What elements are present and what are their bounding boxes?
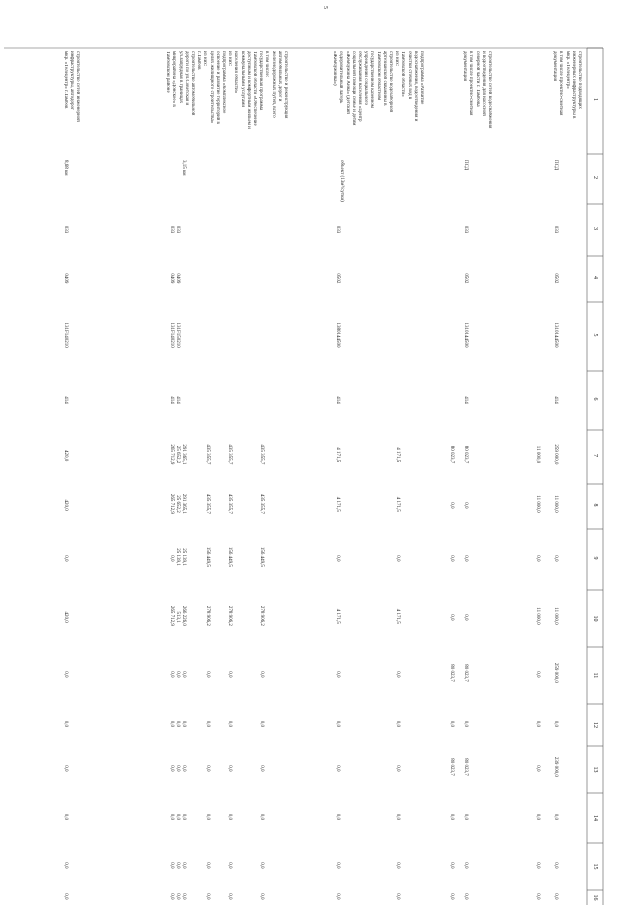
value-cell: 0,0 [63,555,68,562]
description-line: в том числе проектно-сметная [468,51,474,116]
value-cell: 291 365,1 [181,444,186,465]
value-cell: 0,0 [205,862,210,869]
value-cell: 0,0 [181,720,186,728]
value-cell: 11 000,0 [535,607,540,625]
column-header-2: 2 [592,176,598,179]
description-line: Тамбовском районе [165,51,171,93]
value-cell: 4 171,5 [395,608,400,624]
description-line: документация [462,51,468,82]
value-cell: 259 000,0 [553,662,558,683]
column-header-4: 4 [592,276,598,279]
value-cell: 0,0 [463,555,468,562]
value-cell: 0,0 [449,502,454,509]
value-cell: 0,0 [169,720,174,728]
value-cell: 0,0 [259,893,264,900]
unit-cell: 3,15 км [181,160,186,176]
value-cell: 156 449,5 [259,546,264,567]
value-cell: 0,0 [335,893,340,900]
value-cell: 80 023,7 [449,445,454,464]
description-line: очистки сточных вод в [406,51,412,100]
value-cell: 0502 [335,273,340,284]
value-cell: 80 023,7 [463,445,468,464]
value-cell: 414 [553,396,558,404]
value-cell: 0,0 [205,720,210,728]
description-line: г.Тамбов [196,51,202,70]
value-cell: 0502 [553,273,558,284]
column-header-5: 5 [592,333,598,337]
row-description [551,51,582,149]
value-cell: 414 [169,396,174,404]
value-cell: 0409 [63,273,68,284]
value-cell: 131F150210 [175,322,180,348]
value-cell: 0,0 [205,671,210,678]
value-cell: 0,0 [181,862,186,869]
column-header-1: 1 [592,98,598,101]
value-cell: 0,0 [175,720,180,728]
description-line: документация [552,51,558,82]
value-cell: 0,0 [205,765,210,772]
value-cell: 033 [63,225,68,234]
value-cell: 033 [169,225,174,234]
value-cell: 0,0 [335,862,340,869]
column-header-3: 3 [592,227,598,230]
value-cell: 80 023,7 [463,664,468,682]
value-cell: 0,0 [449,862,454,869]
row-description [461,51,492,149]
value-cell: 0,0 [175,893,180,900]
value-cell: 0,0 [63,720,68,728]
value-cell: 435 355,7 [259,444,264,465]
value-cell: 25 139,1 [175,548,180,566]
value-cell: 0,0 [181,813,186,821]
value-cell: 414 [175,396,180,404]
value-cell: 266 226,0 [181,605,186,626]
value-cell: 0,0 [259,765,264,772]
value-cell: 25 139,1 [181,548,186,566]
value-cell: 80 023,7 [449,664,454,682]
description-line: «Жемчужинка») [332,51,338,86]
description-line: государственном казенном [369,51,375,108]
value-cell: 0,0 [553,893,558,900]
value-cell: 1310144500 [553,322,558,348]
value-cell: 0,0 [553,813,558,821]
value-cell: 0,0 [175,765,180,772]
value-cell: 278 906,2 [227,605,232,626]
unit-cell: ПСД [553,160,558,171]
value-cell: 033 [335,225,340,234]
value-cell: 0,0 [395,862,400,869]
value-cell: 0,0 [395,555,400,562]
description-line: из них: [227,51,233,67]
description-line: из них: [202,51,208,67]
value-cell: 0,0 [175,862,180,869]
description-line: обслуживания населения «Центр [356,51,362,122]
value-cell: 0,0 [449,555,454,562]
description-line: микрорайона «Донское» в [171,51,177,107]
value-cell: 0,0 [449,813,454,821]
value-cell: 435 355,7 [227,444,232,465]
value-cell: 0,0 [535,893,540,900]
column-header-7: 7 [592,454,598,457]
value-cell: 0,0 [63,765,68,772]
column-header-13: 13 [592,766,598,773]
description-line: в том числе проектно-сметная [558,51,564,116]
value-cell: 0,0 [169,765,174,772]
description-line: инженерных инфраструктуры в [570,51,576,119]
value-cell: 0,0 [181,765,186,772]
description-line: мкр. «Телецентр» г.Тамбов [62,51,68,109]
value-cell: 0409 [175,273,180,284]
value-cell: 11 000,0 [535,495,540,513]
value-cell: 0,0 [259,862,264,869]
value-cell: 131F140210 [63,322,68,348]
value-cell: 80 023,7 [463,758,468,776]
value-cell: 11 000,0 [553,495,558,513]
value-cell: 0,0 [535,862,540,869]
value-cell: 0,0 [227,813,232,821]
description-line: железнодорожных путей, всего [270,51,276,118]
description-line: подпрограмма «Комплексное [220,51,226,114]
value-cell: 0,0 [535,813,540,821]
value-cell: 0,0 [395,671,400,678]
value-cell: 0,0 [553,555,558,562]
value-cell: 033 [553,225,558,234]
value-cell: 0,0 [169,813,174,821]
value-cell: 4 171,5 [395,447,400,463]
value-cell: 033 [463,225,468,234]
value-cell: 0,0 [449,720,454,728]
value-cell: 156 449,5 [205,546,210,567]
column-header-16: 16 [592,894,598,901]
value-cell: 0,0 [395,720,400,728]
value-cell: 0,0 [395,893,400,900]
value-cell: 0,0 [449,893,454,900]
value-cell: 0,0 [181,893,186,900]
description-line: из них: [394,51,400,67]
value-cell: 259 000,0 [553,444,558,465]
value-cell: 0,0 [463,502,468,509]
column-header-11: 11 [592,672,598,679]
value-cell: 265 712,9 [169,444,174,465]
description-line: государственная программа [258,51,264,111]
value-cell: 0,0 [335,671,340,678]
column-header-14: 14 [592,815,598,821]
value-cell: 0,0 [463,862,468,869]
value-cell: 1310144500 [463,322,468,348]
description-line: населения области» [233,51,239,94]
column-header-10: 10 [592,615,598,622]
description-line: социальной помощи семье и детям [350,51,356,126]
value-cell: 0,0 [335,720,340,728]
description-line: освоение и развитие территорий в [214,51,220,124]
description-line: подпрограмма «Развитие [419,51,424,105]
value-cell: 0,0 [259,671,264,678]
unit-cell: ПСД [463,160,468,171]
description-line: ул.Запрудная в границах [177,51,183,104]
value-cell: 131F140210 [169,322,174,348]
description-line: мкр. «Телецентр» [564,51,570,89]
description-line: водоснабжения, водоотведения и [412,51,418,122]
value-cell: 11 000,0 [553,607,558,625]
description-line: строительство и реконструкция [283,51,288,119]
description-line: артезианской скважины в [381,51,387,106]
value-cell: 0,0 [63,671,68,678]
description-line: инфраструктуры, автодорог [68,51,74,111]
value-cell: 291 365,1 [181,493,186,514]
value-cell: 0,0 [335,765,340,772]
value-cell: 0,0 [553,862,558,869]
value-cell: 0,0 [535,555,540,562]
value-cell: 420,0 [63,450,68,462]
description-line: строительство сетей водоснабжения [487,51,492,129]
value-cell: 25 652,2 [175,495,180,513]
value-cell: 414 [335,396,340,404]
value-cell: 0,0 [463,614,468,621]
description-line: оздоровительный лагерь [338,51,344,104]
value-cell: 265 712,9 [169,605,174,626]
description-line: в том числе: [264,51,270,78]
unit-cell: объект (13м³/сутки) [339,160,344,202]
value-cell: 80 023,7 [449,758,454,776]
column-header-12: 12 [592,722,598,728]
value-cell: 11 000,0 [535,445,540,464]
page-number: 5 [322,6,328,9]
description-line: дороги по ул.Советская и [183,51,189,106]
value-cell: 0,0 [169,893,174,900]
value-cell: 420,0 [63,499,68,511]
value-cell: 0,0 [335,555,340,562]
description-line: и водоотведения для насосной [480,51,486,116]
value-cell: 0,0 [227,720,232,728]
row-description [164,51,288,149]
value-cell: 0,0 [227,893,232,900]
value-cell: 513,1 [175,611,180,623]
value-cell: 0,0 [175,671,180,678]
value-cell: 0,0 [63,862,68,869]
value-cell: 414 [463,396,468,404]
description-line: строительство автомобильной [189,51,195,116]
value-cell: 4 171,5 [335,608,340,624]
column-header-8: 8 [592,503,598,507]
description-line: коммунальными услугами [239,51,245,108]
unit-cell: 8,68 км [63,160,68,176]
row-description [331,51,424,149]
description-line: целях жилищного строительства» [208,51,214,124]
value-cell: 0,0 [169,862,174,869]
description-line: доступным и комфортным жильем и [245,51,251,129]
value-cell: 414 [63,396,68,404]
value-cell: 0,0 [227,862,232,869]
description-line: Тамбовской области» [400,51,406,97]
value-cell: 0,0 [535,671,540,678]
value-cell: 0,0 [169,555,174,562]
value-cell: 4 171,5 [335,496,340,512]
value-cell: 435 355,7 [205,493,210,514]
value-cell: 265 712,9 [169,493,174,514]
description-line: автомобильных дорог и [276,51,282,102]
value-cell: 0,0 [227,671,232,678]
value-cell: 0,0 [463,720,468,728]
value-cell: 0,0 [463,813,468,821]
description-line: учреждении социального [363,51,369,105]
value-cell: 278 906,2 [205,605,210,626]
value-cell: 0,0 [175,813,180,821]
row-description [61,51,80,149]
value-cell: 0,0 [227,765,232,772]
description-line: Тамбовской области «Обеспечение [251,51,257,126]
description-line: Тамбовском областном [375,51,381,101]
value-cell: 0,0 [463,893,468,900]
value-cell: 25 652,2 [175,445,180,464]
value-cell: 0,0 [259,813,264,821]
value-cell: 0,0 [63,893,68,900]
value-cell: 278 906,2 [259,605,264,626]
column-header-15: 15 [592,863,598,870]
value-cell: 435 355,7 [259,493,264,514]
description-line: строительство сетей инженерной [75,51,80,122]
column-header-6: 6 [592,397,598,401]
value-cell: 0,0 [205,893,210,900]
value-cell: 420,0 [63,611,68,623]
value-cell: 435 355,7 [227,493,232,514]
value-cell: 0,0 [63,813,68,821]
value-cell: 4 171,5 [395,496,400,512]
value-cell: 0,0 [535,765,540,772]
value-cell: 0,0 [553,720,558,728]
value-cell: 0,0 [335,813,340,821]
value-cell: 435 355,7 [205,444,210,465]
value-cell: 156 449,5 [227,546,232,567]
value-cell: 033 [175,225,180,234]
value-cell: 0,0 [535,720,540,728]
value-cell: 0,0 [449,614,454,621]
value-cell: 239 000,0 [553,756,558,777]
value-cell: 0,0 [169,671,174,678]
value-cell: 0409 [169,273,174,284]
description-line: строительство подводящих [577,51,582,109]
value-cell: 1380144500 [335,322,340,348]
description-line: строительство водозаборной [387,51,393,113]
value-cell: 0502 [463,273,468,284]
value-cell: 0,0 [259,720,264,728]
value-cell: 0,0 [395,765,400,772]
column-header-9: 9 [592,556,598,560]
value-cell: 0,0 [395,813,400,821]
value-cell: 0,0 [181,671,186,678]
value-cell: 0,0 [205,813,210,821]
value-cell: 4 171,5 [335,447,340,463]
description-line: северной части г. Тамбова [474,51,480,107]
description-line: «Жемчужина Анна» (детский [344,51,350,114]
